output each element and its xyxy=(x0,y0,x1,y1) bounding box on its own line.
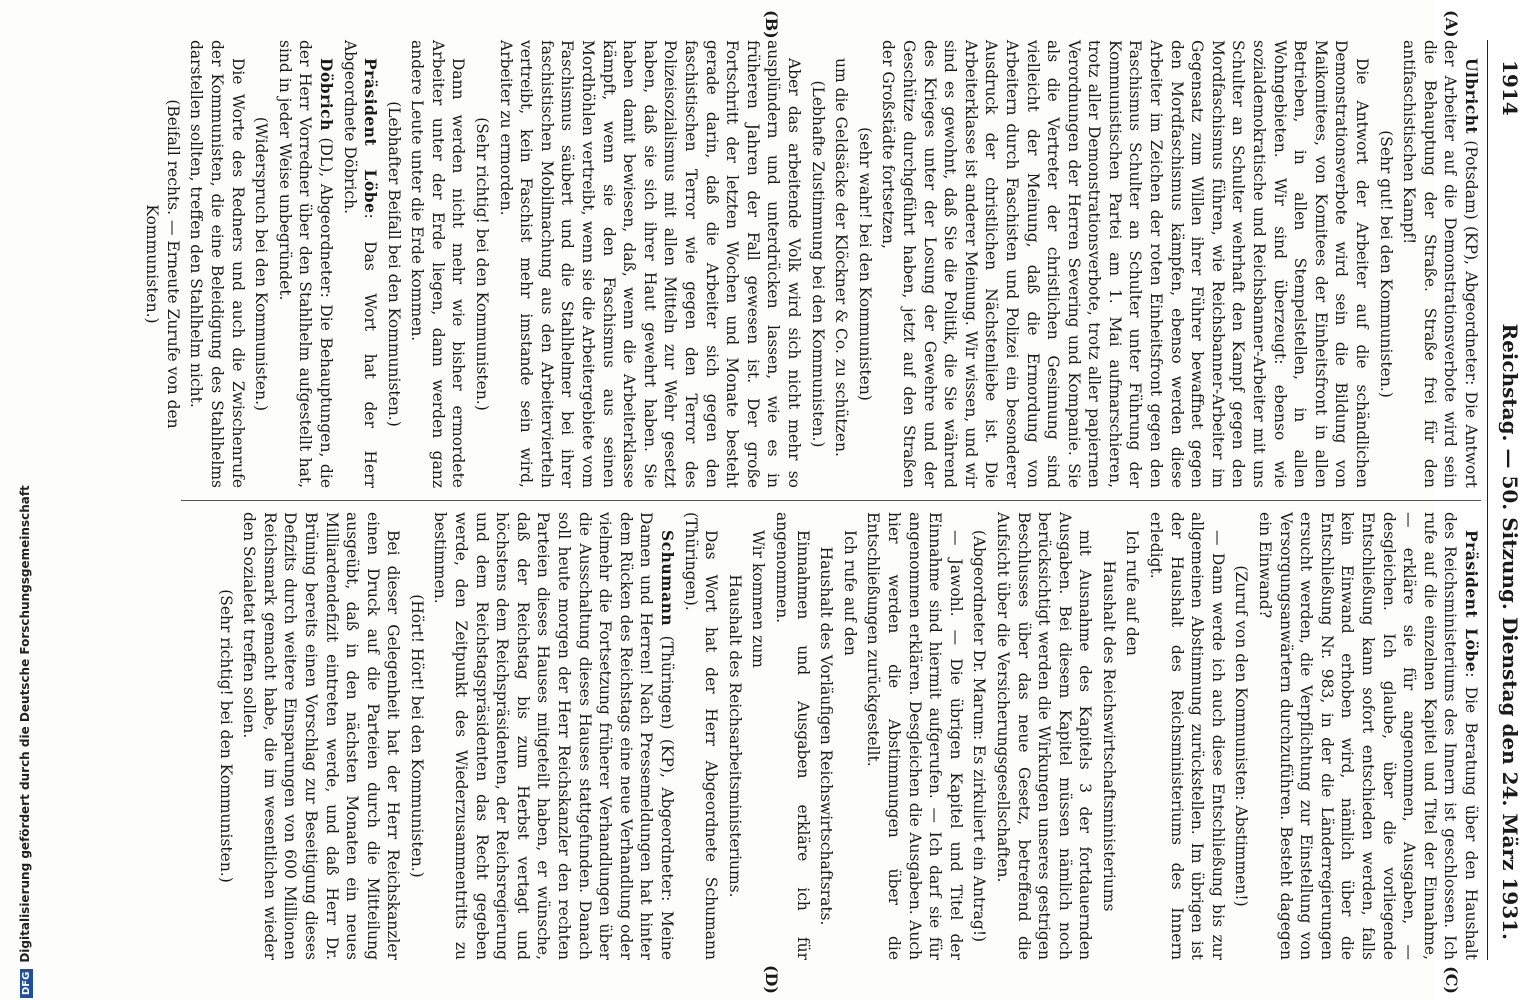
body-paragraph: mit Ausnahme des Kapitels 3 der fortdauernden Ausgaben. Bei diesem Kapitel müssen nämlich noch berücksichtigt werden die Wirkungen unseres gestrigen Beschlusses über das neue Gesetz, betreffend die Aufsicht über die Versicherungsgesellschaften. xyxy=(993,512,1095,960)
document-page xyxy=(110,0,1530,1000)
interjection: (Sehr richtig! bei den Kommunisten.) xyxy=(473,117,492,411)
interjection: (Sehr gut! bei den Kommunisten.) xyxy=(1376,130,1395,398)
speaker-name: Döbrich xyxy=(316,58,336,131)
interjection: (Lebhafter Beifall bei den Kommunisten.) xyxy=(384,101,403,427)
interjection: (Sehr richtig! bei den Kommunisten.) xyxy=(216,589,235,883)
speech-paragraph xyxy=(430,512,677,960)
text-columns xyxy=(143,10,1481,994)
interjection: (Abgeordneter Dr. Marum: Es zirkuliert ein Antrag!) xyxy=(970,529,989,943)
body-paragraph: Bei dieser Gelegenheit hat der Herr Reichskanzler einen Druck auf die Parteien durch die Mitteilung ausgeübt, daß in den nächsten Monaten ein neues Milliardendefizit eintreten werde, und daß Herr Dr. Brüning bereits einen Vorschlag zur Beseitigung dieses Defizits durch weitere Einsparungen von 600 Millionen Reichsmark gemacht habe, die im wesentlichen wieder den Sozialetat treffen sollen. xyxy=(240,512,403,960)
margin-mark-b: (B) xyxy=(762,10,781,39)
body-paragraph: Ich rufe auf den xyxy=(840,530,859,656)
speech-paragraph xyxy=(1399,40,1481,488)
footer-credit-text: Digitalisierung gefördert durch die Deutsche Forschungsgemeinschaft xyxy=(18,485,32,963)
margin-mark-a: (A) xyxy=(1442,10,1461,38)
speaker-name: Ulbricht xyxy=(1462,58,1481,135)
page-number: 1914 xyxy=(1498,60,1522,116)
speaker-name: Präsident Löbe xyxy=(1462,530,1481,673)
body-paragraph: Wir kommen zum xyxy=(749,530,768,669)
speech-text: (Potsdam) (KP), Abgeordneter: Die Antwort der Arbeiter auf die Demonstrationsverbote wird sein die Behauptung der Straße. Straße frei für den antifaschistischen Kampf! xyxy=(1400,40,1480,488)
interjection: (Hört! Hört! bei den Kommunisten.) xyxy=(407,594,426,878)
body-paragraph: Die Antwort der Arbeiter auf die schändlichen Demonstrationsverbote wird sein die Bildung von Maikomitees, von Komitees der Einheitsfront in allen Betrieben, in allen Stempelstellen, in allen Wohngebieten. Wir sind überzeugt: ebenso wie sozialdemokratische und Reichsbanner-Arbeiter mit uns Schulter an Schulter wehrhaft den Kampf gegen den Mordfaschismus führen, wie Reichsbanner-Arbeiter im Gegensatz zum Willen ihrer Führer bewaffnet gegen den Mordfaschismus kämpfen, ebenso werden diese Arbeiter im Zeichen der roten Einheitsfront gegen den Faschismus Schulter an Schulter unter Führung der Kommunistischen Partei am 1. Mai aufmarschieren, trotz aller Demonstrationsverbote, trotz aller papiernen Verordnungen der Herren Severing und Kompanie. Sie als die Vertreter der christlichen Gesinnung sind vielleicht der Meinung, daß die Ermordung von Arbeitern durch Faschisten und Polizei ein besonderer Ausdruck der christlichen Nächstenliebe ist. Die Arbeiterklasse ist anderer Meinung. Wir wissen, und wir sind es gewohnt, daß Sie die Politik, die Sie während des Krieges unter der Losung der Gewehre und der Geschütze durchgeführt haben, jetzt auf den Straßen der Großstädte fortsetzen, xyxy=(879,40,1372,488)
footer-credit xyxy=(18,4,33,998)
speech-paragraph xyxy=(274,40,336,488)
speech-text: : Die Beratung über den Haushalt des Reichsministeriums des Innern ist geschlossen. Ich rufe auf die einzelnen Kapitel und Titel der Einnahme, — erkläre sie für angenommen, Ausgaben, — desgleichen. Ich glaube, über die vorliegende Entschließung kann sofort entschieden werden, falls kein Einwand erhoben wird, nämlich über die Entschließung Nr. 983, in der die Länderregierungen ersucht werden, die Verpflichtung zur Einstellung von Versorgungsanwärtern durchzuführen. Besteht dagegen ein Einwand? xyxy=(1256,512,1480,960)
body-paragraph: — Dann werde ich auch diese Entschließung bis zur allgemeinen Abstimmung zurückstellen. Im übrigen ist der Haushalt des Reichsministeriums des Innern erledigt. xyxy=(1147,512,1227,960)
margin-mark-c: (C) xyxy=(1442,966,1461,994)
speaker-name: Schumann xyxy=(658,530,678,627)
interjection: (Widerspruch bei den Kommunisten.) xyxy=(252,116,271,412)
body-paragraph: Aber das arbeitende Volk wird sich nicht mehr so ausplündern und unterdrücken lassen, wie es in früheren Jahren der Fall gewesen ist. Der große Fortschritt der letzten Wochen und Monate besteht gerade darin, daß die Arbeiter sich gegen den faschistischen Terror wie gegen den Terror des Polizeisozialismus mit allen Mitteln zur Wehr gesetzt haben, daß sie sich ihrer Haut gewehrt haben. Sie haben damit bewiesen, daß, wenn die Arbeiterklasse kämpft, wenn sie den Faschismus aus seinen Mordhöhlen vertreibt, wenn sie die Arbeitergebiete vom Faschismus säubert und die Stahlhelmer bei ihrer faschistischen Mobilmachung aus den Arbeitervierteln vertreibt, kein Faschist mehr imstande sein wird, Arbeiter zu ermorden. xyxy=(496,40,803,488)
speech-paragraph xyxy=(1254,512,1481,960)
speech-text: (Thüringen) (KP), Abgeordneter: Meine Damen und Herren! Nach Pressemeldungen hat hinter dem Rücken des Reichstags eine neue Verhandlung oder vielmehr die Fortsetzung früherer Verhandlungen über die Ausschaltung dieses Hauses stattgefunden. Danach soll heute morgen der Herr Reichskanzler den rechten Parteien dieses Hauses mitgeteilt haben, er wünsche, daß der Reichstag bis zum Herbst vertagt und höchstens dem Reichspräsidenten, der Reichsregierung und dem Reichstagspräsidenten das Recht gegeben werde, den Zeitpunkt des Wiederzusammentritts zu bestimmen. xyxy=(431,512,677,960)
interjection: (Lebhafte Zustimmung bei den Kommunisten.) xyxy=(808,80,827,448)
speech-paragraph xyxy=(339,40,380,488)
right-column xyxy=(181,512,1481,960)
body-paragraph: Ich rufe auf den xyxy=(1123,530,1142,656)
interjection: Haushalt des Reichswirtschaftsministeriums xyxy=(1099,560,1118,912)
margin-mark-d: (D) xyxy=(762,964,781,994)
left-column xyxy=(143,40,1481,488)
body-paragraph: Die Worte des Redners und auch die Zwischenrufe der Kommunisten, die eine Beleidigung des Stahlhelms darstellen sollten, treffen den Stahlhelm nicht. xyxy=(187,40,247,488)
page-header xyxy=(1487,40,1522,960)
page-title: Reichstag. — 50. Sitzung. Dienstag den 24. März 1931. xyxy=(1498,323,1522,940)
interjection: (sehr wahr! bei den Kommunisten) xyxy=(855,127,874,401)
body-paragraph: Einnahmen und Ausgaben erkläre ich für angenommen. xyxy=(773,512,812,960)
dfg-logo: DFG xyxy=(20,969,33,998)
speaker-name: Präsident Löbe xyxy=(361,58,381,214)
body-paragraph: um die Geldsäcke der Klöckner & Co. zu schützen. xyxy=(832,58,851,457)
interjection: Haushalt des Vorläufigen Reichswirtschaftsrats. xyxy=(817,546,836,926)
body-paragraph: Dann werden nicht mehr wie bisher ermordete Arbeiter unter der Erde liegen, dann werden ganz andere Leute unter die Erde kommen. xyxy=(408,40,468,488)
interjection: Haushalt des Reichsarbeitsministeriums. xyxy=(725,574,744,898)
speech-text: (DL), Abgeordneter: Die Behauptungen, die der Herr Vorredner über den Stahlhelm aufgestellt hat, sind in jeder Weise unbegründet. xyxy=(275,40,335,488)
interjection: (Beifall rechts. — Erneute Zurufe von den Kommunisten.) xyxy=(143,99,182,429)
body-paragraph: Das Wort hat der Herr Abgeordnete Schumann (Thüringen). xyxy=(681,512,721,960)
interjection: (Zuruf von den Kommunisten: Abstimmen!) xyxy=(1232,565,1251,907)
body-paragraph: — Jawohl. — Die übrigen Kapitel und Titel der Einnahme sind hiermit aufgerufen. — Ich darf sie für angenommen erklären. Desgleichen die Ausgaben. Auch hier werden die Abstimmungen über die Entschließungen zurückgestellt. xyxy=(864,512,965,960)
speech-text: : Das Wort hat der Herr Abgeordnete Döbrich. xyxy=(340,40,380,488)
column-divider xyxy=(181,500,1481,501)
